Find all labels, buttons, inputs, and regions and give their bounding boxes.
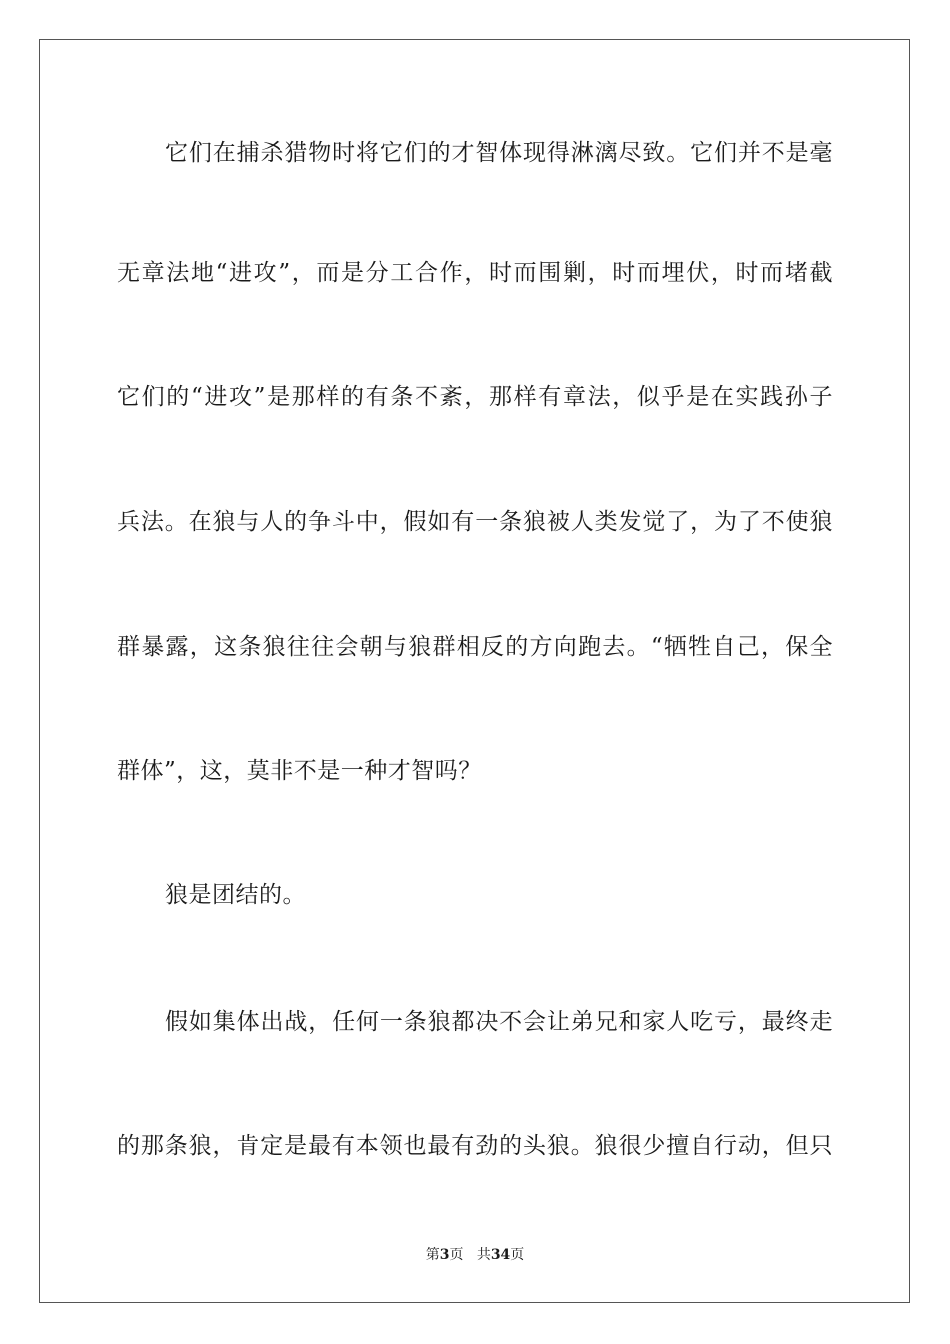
page-footer — [0, 1246, 950, 1264]
text-line: 兵法。在狼与人的争斗中，假如有一条狼被人类发觉了，为了不使狼 — [117, 509, 833, 535]
text-line: 群暴露，这条狼往往会朝与狼群相反的方向跑去。“牺牲自己，保全 — [117, 634, 833, 660]
page-border — [39, 39, 910, 1303]
text-line: 它们的“进攻”是那样的有条不紊，那样有章法，似乎是在实践孙子 — [117, 384, 833, 410]
text-line: 无章法地“进攻”，而是分工合作，时而围剿，时而埋伏，时而堵截 — [117, 260, 833, 286]
page-number: 3 — [439, 1247, 450, 1263]
footer-total-prefix: 共 — [476, 1247, 491, 1263]
footer-page-suffix: 页 — [449, 1247, 464, 1263]
text-line: 的那条狼，肯定是最有本领也最有劲的头狼。狼很少擅自行动，但只 — [117, 1133, 833, 1159]
footer-total-suffix: 页 — [510, 1247, 525, 1263]
footer-prefix: 第 — [425, 1247, 440, 1263]
text-line: 群体”，这，莫非不是一种才智吗？ — [117, 758, 482, 784]
text-line: 它们在捕杀猎物时将它们的才智体现得淋漓尽致。它们并不是毫 — [165, 140, 833, 166]
text-line: 狼是团结的。 — [165, 882, 306, 908]
total-pages: 34 — [490, 1247, 511, 1263]
text-line: 假如集体出战，任何一条狼都决不会让弟兄和家人吃亏，最终走 — [165, 1009, 833, 1035]
